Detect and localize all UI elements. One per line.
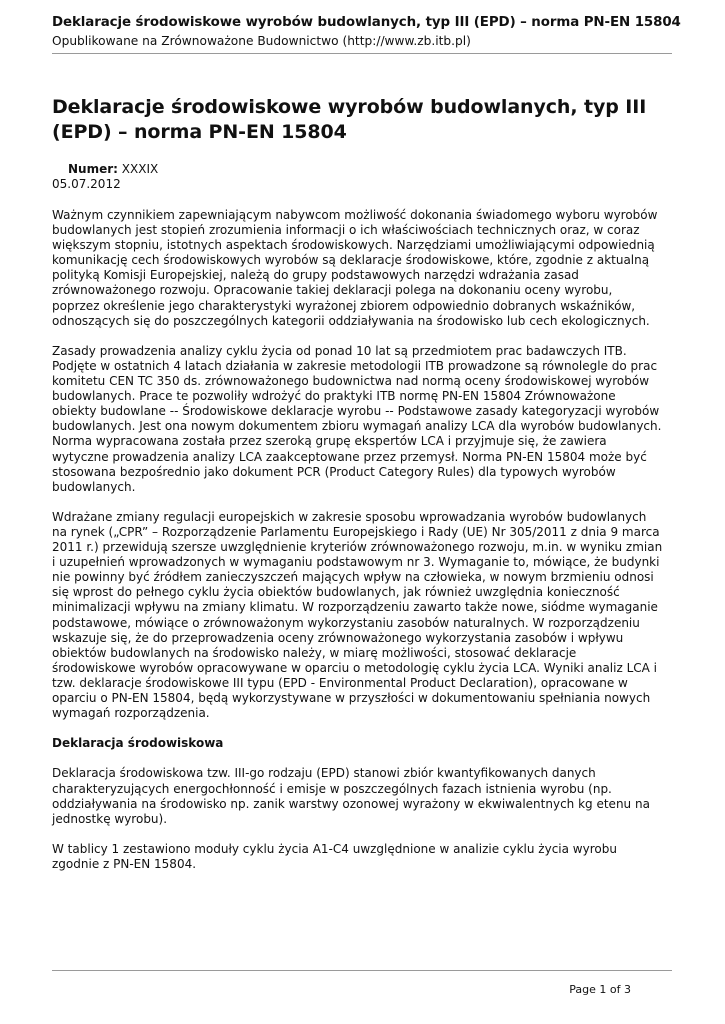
- article-title: Deklaracje środowiskowe wyrobów budowlanych, typ III (EPD) – norma PN-EN 15804: [52, 96, 647, 143]
- header-title: Deklaracje środowiskowe wyrobów budowlanych, typ III (EPD) – norma PN-EN 15804: [52, 15, 681, 30]
- body-paragraph: W tablicy 1 zestawiono moduły cyklu życia A1-C4 uwzględnione w analizie cyklu życia wyrobu zgodnie z PN-EN 15804.: [52, 841, 617, 872]
- header-divider: [52, 53, 672, 54]
- body-paragraph: Zasady prowadzenia analizy cyklu życia od ponad 10 lat są przedmiotem prac badawczych ITB. Podjęte w ostatnich 4 latach działania w zakresie metodologii ITB prowadzone są równolegle do prac komitetu CEN TC 350 ds. zrównoważonego budownictwa nad normą oceny środowiskowej wyrobów budowlanych. Prace te pozwoliły wdrożyć do praktyki ITB normę PN-EN 15804 Zrównoważone obiekty budowlane -- Środowiskowe deklaracje wyrobu -- Podstawowe zasady kategoryzacji wyrobów budowlanych. Jest ona nowym dokumentem zbioru wymagań analizy LCA dla wyrobów budowlanych. Norma wypracowana została przez szeroką grupę ekspertów LCA i przyjmuje się, że zawiera wytyczne prowadzenia analizy LCA zaakceptowane przez przemysł. Norma PN-EN 15804 może być stosowana bezpośrednio jako dokument PCR (Product Category Rules) dla typowych wyrobów budowlanych.: [52, 343, 662, 494]
- issue-number-label: Numer:: [68, 162, 118, 176]
- page-number: Page 1 of 3: [569, 983, 631, 996]
- section-heading: Deklaracja środowiskowa: [52, 736, 224, 751]
- article-meta: [52, 162, 158, 192]
- issue-number: [52, 162, 158, 177]
- body-paragraph: Wdrażane zmiany regulacji europejskich w zakresie sposobu wprowadzania wyrobów budowlanych na rynek („CPR” – Rozporządzenie Parlamentu Europejskiego i Rady (UE) Nr 305/2011 z dnia 9 marca 2011 r.) przewidują szersze uwzględnienie kryteriów zrównoważonego rozwoju, m.in. w wyniku zmian i uzupełnień wprowadzonych w wymaganiu podstawowym nr 3. Wymaganie to, mówiące, że budynki nie powinny być źródłem zanieczyszczeń mających wpływ na człowieka, w nowym brzmieniu odnosi się wprost do pełnego cyklu życia obiektów budowlanych, jak również uwzględnia konieczność minimalizacji wpływu na zmiany klimatu. W rozporządzeniu zawarto także nowe, siódme wymaganie podstawowe, mówiące o zrównoważonym wykorzystaniu zasobów naturalnych. W rozporządzeniu wskazuje się, że do przeprowadzenia oceny zrównoważonego wykorzystania zasobów i wpływu obiektów budowlanych na środowisko należy, w miarę możliwości, stosować deklaracje środowiskowe wyrobów opracowywane w oparciu o metodologię cyklu życia LCA. Wyniki analiz LCA i tzw. deklaracje środowiskowe III typu (EPD - Environmental Product Declaration), opracowane w oparciu o PN-EN 15804, będą wykorzystywane w przyszłości w dokumentowaniu spełniania nowych wymagań rozporządzenia.: [52, 509, 663, 721]
- issue-number-value: XXXIX: [121, 162, 159, 176]
- body-paragraph: Deklaracja środowiskowa tzw. III-go rodzaju (EPD) stanowi zbiór kwantyfikowanych danych charakteryzujących energochłonność i emisje w poszczególnych fazach istnienia wyrobu (np. oddziaływania na środowisko np. zanik warstwy ozonowej wyrażony w ekwiwalentnych kg etenu na jednostkę wyrobu).: [52, 766, 650, 826]
- page-header: [52, 14, 692, 50]
- footer-divider: [52, 970, 672, 971]
- body-paragraph: Ważnym czynnikiem zapewniającym nabywcom możliwość dokonania świadomego wyboru wyrobów budowlanych jest stopień zrozumienia informacji o ich właściwościach technicznych oraz, w coraz większym stopniu, istotnych aspektach środowiskowych. Narzędziami umożliwiającymi odpowiednią komunikację cech środowiskowych wyrobów są deklaracje środowiskowe, które, zgodnie z aktualną polityką Komisji Europejskiej, należą do grupy podstawowych narzędzi wdrażania zasad zrównoważonego rozwoju. Opracowanie takiej deklaracji polega na dokonaniu oceny wyrobu, poprzez określenie jego charakterystyki wyrażonej zbiorem odpowiednio dobranych wskaźników, odnoszących się do poszczególnych kategorii oddziaływania na środowisko lub cech ekologicznych.: [52, 208, 658, 328]
- article-body: [52, 208, 680, 887]
- publication-date: 05.07.2012: [52, 177, 121, 191]
- header-published-line: Opublikowane na Zrównoważone Budownictwo (http://www.zb.itb.pl): [52, 34, 471, 48]
